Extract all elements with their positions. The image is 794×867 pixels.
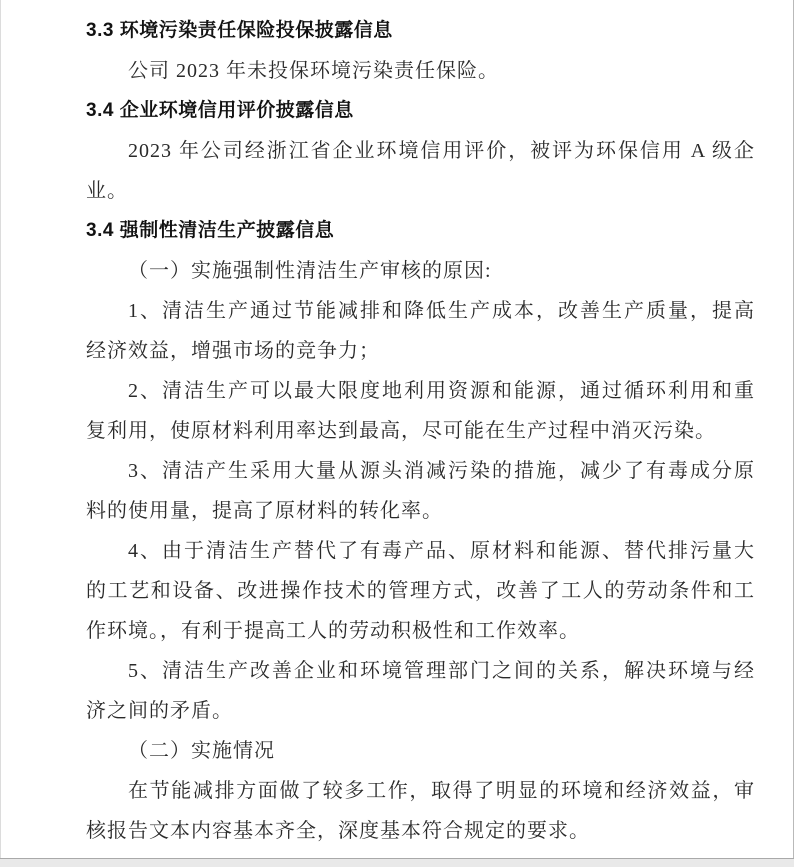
para-implementation-line-2: 核报告文本内容基本齐全，深度基本符合规定的要求。 (86, 820, 590, 842)
para-reason1-line-2: 经济效益，增强市场的竞争力； (86, 340, 380, 362)
para-implementation-line-1: 在节能减排方面做了较多工作，取得了明显的环境和经济效益，审 (128, 780, 755, 802)
para-reason3-line-2: 料的使用量，提高了原材料的转化率。 (86, 500, 443, 522)
para-subhead-reasons: （一）实施强制性清洁生产审核的原因: (128, 260, 492, 282)
page-bottom-edge (0, 858, 794, 867)
para-reason3-line-1: 3、清洁产生采用大量从源头消减污染的措施，减少了有毒成分原 (128, 460, 755, 482)
para-credit-line-1: 2023 年公司经浙江省企业环境信用评价，被评为环保信用 A 级企 (128, 140, 755, 162)
para-reason4-line-3: 作环境。，有利于提高工人的劳动积极性和工作效率。 (86, 620, 580, 642)
para-reason2-line-1: 2、清洁生产可以最大限度地利用资源和能源，通过循环利用和重 (128, 380, 755, 402)
para-reason2-line-2: 复利用，使原材料利用率达到最高，尽可能在生产过程中消灭污染。 (86, 420, 716, 442)
para-subhead-implementation: （二）实施情况 (128, 740, 275, 762)
para-credit-line-2: 业。 (86, 180, 128, 202)
para-reason4-line-1: 4、由于清洁生产替代了有毒产品、原材料和能源、替代排污量大 (128, 540, 755, 562)
section-heading-insurance: 3.3 环境污染责任保险投保披露信息 (86, 20, 393, 41)
para-reason1-line-1: 1、清洁生产通过节能减排和降低生产成本，改善生产质量，提高 (128, 300, 755, 322)
para-reason4-line-2: 的工艺和设备、改进操作技术的管理方式，改善了工人的劳动条件和工 (86, 580, 755, 602)
section-heading-credit-rating: 3.4 企业环境信用评价披露信息 (86, 100, 354, 121)
para-reason5-line-2: 济之间的矛盾。 (86, 700, 233, 722)
section-heading-clean-production: 3.4 强制性清洁生产披露信息 (86, 220, 335, 241)
para-insurance-line: 公司 2023 年未投保环境污染责任保险。 (128, 60, 499, 82)
para-reason5-line-1: 5、清洁生产改善企业和环境管理部门之间的关系，解决环境与经 (128, 660, 755, 682)
